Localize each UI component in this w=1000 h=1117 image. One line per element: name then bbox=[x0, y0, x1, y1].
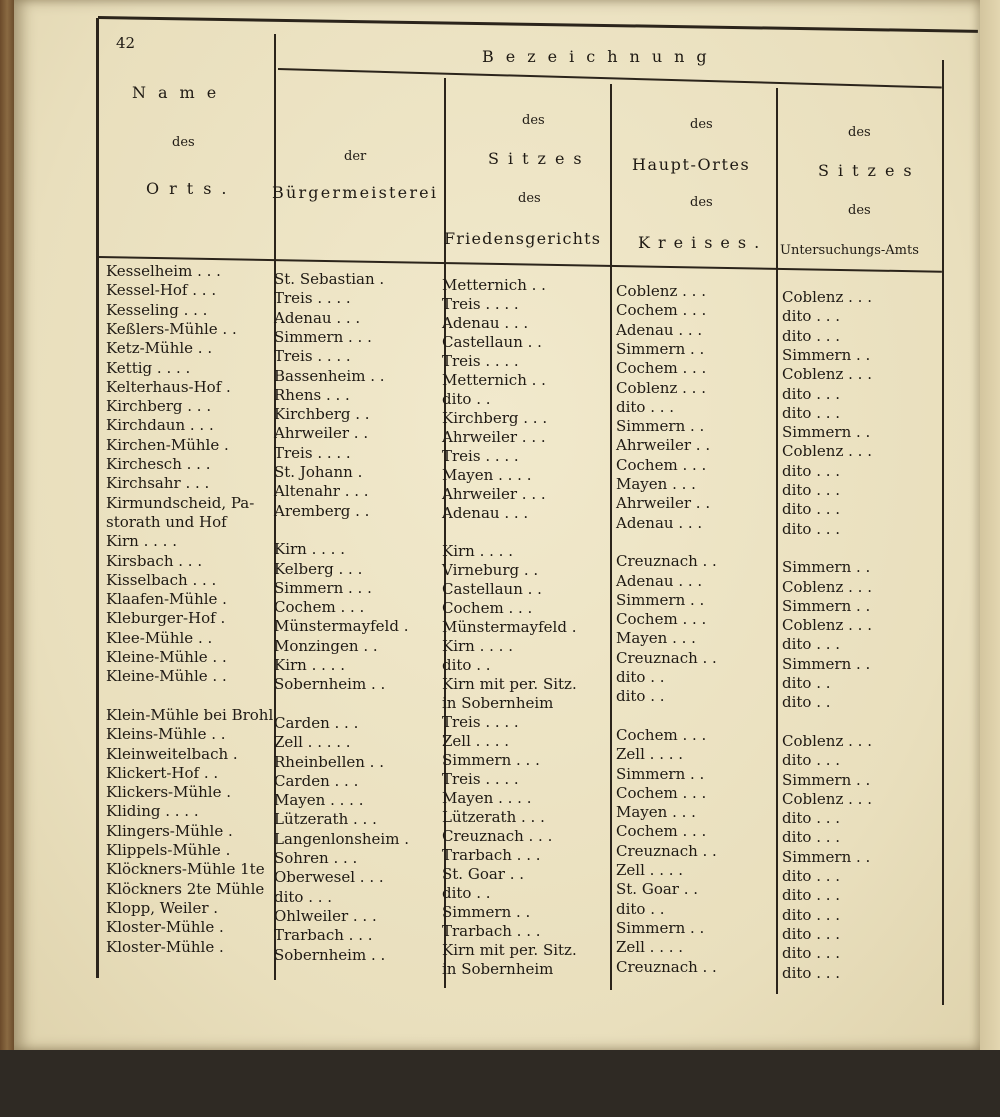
hauptort-row: Mayen . . . bbox=[616, 803, 696, 822]
ortsname-row: Kleine-Mühle . . bbox=[106, 648, 227, 666]
untersuchungsamt-row: dito . . bbox=[782, 674, 831, 692]
untersuchungsamt-header-line1: des bbox=[848, 125, 871, 140]
buergermeisterei-row: Ohlweiler . . . bbox=[274, 906, 377, 925]
hauptort-header-line4: Kreises. bbox=[638, 233, 768, 252]
buergermeisterei-row: dito . . . bbox=[274, 887, 333, 906]
untersuchungsamt-row: Simmern . . bbox=[782, 423, 871, 442]
ortsname-row: Klaafen-Mühle . bbox=[106, 590, 227, 609]
top-rule bbox=[98, 16, 978, 33]
hauptort-row: Zell . . . . bbox=[616, 861, 684, 879]
hauptort-row: Adenau . . . bbox=[616, 571, 703, 590]
friedensgericht-row: Trarbach . . . bbox=[442, 846, 541, 864]
untersuchungsamt-row: dito . . . bbox=[782, 635, 841, 654]
buergermeisterei-row: Monzingen . . bbox=[274, 636, 378, 655]
hauptort-row: Creuznach . . bbox=[616, 648, 717, 667]
untersuchungsamt-row: Simmern . . bbox=[782, 770, 871, 789]
untersuchungsamt-header-line4: Untersuchungs-Amts bbox=[780, 243, 919, 258]
friedensgericht-header-line1: des bbox=[522, 113, 545, 128]
buergermeisterei-row: Zell . . . . . bbox=[274, 733, 351, 752]
friedensgericht-row: Simmern . . bbox=[442, 903, 531, 921]
buergermeisterei-row: Rheinbellen . . bbox=[274, 752, 384, 771]
friedensgericht-header-line4: Friedensgerichts bbox=[444, 229, 602, 248]
hauptort-row: Mayen . . . bbox=[616, 629, 696, 648]
friedensgericht-row: Zell . . . . bbox=[442, 732, 510, 750]
ortsname-row: Kleburger-Hof . bbox=[106, 609, 226, 628]
friedensgericht-row: Mayen . . . . bbox=[442, 466, 532, 484]
col-divider-4 bbox=[776, 88, 778, 994]
untersuchungsamt-row: dito . . . bbox=[782, 944, 841, 963]
buergermeisterei-row: Langenlonsheim . bbox=[274, 829, 409, 848]
friedensgericht-row: dito . . bbox=[442, 390, 491, 408]
ortsname-row: Kirmundscheid, Pa- bbox=[106, 493, 255, 512]
buergermeisterei-row: Altenahr . . . bbox=[274, 482, 369, 501]
untersuchungsamt-row: Simmern . . bbox=[782, 847, 871, 866]
buergermeisterei-row: Sohren . . . bbox=[274, 849, 358, 867]
buergermeisterei-row: Sobernheim . . bbox=[274, 945, 386, 964]
untersuchungsamt-row: dito . . . bbox=[782, 867, 841, 885]
buergermeisterei-row: Treis . . . . bbox=[274, 289, 351, 308]
friedensgericht-row: Treis . . . . bbox=[442, 352, 519, 370]
hauptort-row: Cochem . . . bbox=[616, 783, 707, 802]
ortsname-row: Kesselheim . . . bbox=[106, 262, 221, 280]
untersuchungsamt-row: dito . . . bbox=[782, 963, 841, 982]
hauptort-row: Mayen . . . bbox=[616, 475, 696, 493]
hauptort-row: dito . . bbox=[616, 899, 665, 918]
friedensgericht-row: Creuznach . . . bbox=[442, 827, 553, 845]
ortsname-row: Klee-Mühle . . bbox=[106, 628, 213, 647]
ortsname-row: Kisselbach . . . bbox=[106, 570, 217, 589]
friedensgericht-row: Treis . . . . bbox=[442, 713, 519, 731]
ortsname-row: Keßlers-Mühle . . bbox=[106, 319, 237, 338]
ortsname-row: Klingers-Mühle . bbox=[106, 821, 233, 840]
ortsname-row: Klöckners 2te Mühle bbox=[106, 879, 265, 898]
untersuchungsamt-row: dito . . . bbox=[782, 403, 841, 422]
untersuchungsamt-row: Coblenz . . . bbox=[782, 442, 872, 461]
friedensgericht-row: Virneburg . . bbox=[442, 561, 539, 579]
ortsname-row: Kleine-Mühle . . bbox=[106, 667, 227, 686]
ortsname-row: Klickers-Mühle . bbox=[106, 783, 231, 802]
untersuchungsamt-row: Simmern . . bbox=[782, 596, 871, 615]
buergermeisterei-row: Lützerath . . . bbox=[274, 810, 377, 829]
friedensgericht-header-line3: des bbox=[518, 191, 541, 206]
hauptort-row: Cochem . . . bbox=[616, 301, 707, 320]
untersuchungsamt-row: dito . . . bbox=[782, 886, 841, 905]
buergermeisterei-row: Münstermayfeld . bbox=[274, 617, 409, 636]
right-rule bbox=[942, 60, 944, 1005]
untersuchungsamt-header-line2: Sitzes bbox=[818, 161, 921, 180]
friedensgericht-row: Lützerath . . . bbox=[442, 808, 545, 826]
buergermeisterei-row: Kirn . . . . bbox=[274, 656, 345, 674]
friedensgericht-row: Münstermayfeld . bbox=[442, 618, 577, 636]
hauptort-header-line3: des bbox=[690, 195, 713, 210]
hauptort-row: Coblenz . . . bbox=[616, 282, 706, 300]
friedensgericht-row: Kirchberg . . . bbox=[442, 409, 548, 427]
hauptort-row: Simmern . . bbox=[616, 918, 705, 937]
buergermeisterei-row: Adenau . . . bbox=[274, 308, 361, 327]
hauptort-row: Simmern . . bbox=[616, 339, 705, 358]
untersuchungsamt-row: Coblenz . . . bbox=[782, 288, 872, 306]
friedensgericht-row: in Sobernheim bbox=[442, 694, 554, 712]
untersuchungsamt-row: dito . . . bbox=[782, 500, 841, 519]
buergermeisterei-row: Kirchberg . . bbox=[274, 405, 370, 424]
book-page bbox=[14, 0, 980, 1050]
untersuchungsamt-row: dito . . . bbox=[782, 384, 841, 403]
buergermeisterei-row: St. Sebastian . bbox=[274, 270, 385, 288]
ortsname-row: Kloster-Mühle . bbox=[106, 918, 224, 937]
buergermeisterei-row: Aremberg . . bbox=[274, 501, 370, 520]
buergermeisterei-row: Trarbach . . . bbox=[274, 926, 373, 945]
buergermeisterei-row: Kelberg . . . bbox=[274, 559, 363, 578]
hauptort-row: Cochem . . . bbox=[616, 455, 707, 474]
ortsname-row: Kelterhaus-Hof . bbox=[106, 377, 231, 396]
ortsname-row: Kirchesch . . . bbox=[106, 455, 211, 473]
untersuchungsamt-row: dito . . . bbox=[782, 307, 841, 326]
untersuchungsamt-row: dito . . . bbox=[782, 751, 841, 770]
friedensgericht-row: Cochem . . . bbox=[442, 599, 533, 617]
hauptort-row: Coblenz . . . bbox=[616, 378, 706, 397]
friedensgericht-row: Treis . . . . bbox=[442, 447, 519, 465]
buergermeisterei-row: Mayen . . . . bbox=[274, 791, 364, 810]
ortsname-row: Kirchdaun . . . bbox=[106, 416, 214, 435]
hauptort-row: Creuznach . . bbox=[616, 552, 717, 571]
buergermeisterei-row: Kirn . . . . bbox=[274, 540, 345, 559]
friedensgericht-row: Kirn . . . . bbox=[442, 542, 513, 560]
ortsname-row: Ketz-Mühle . . bbox=[106, 339, 213, 358]
friedensgericht-row: Adenau . . . bbox=[442, 504, 529, 522]
ortsname-row: Kirchen-Mühle . bbox=[106, 435, 229, 454]
untersuchungsamt-row: dito . . . bbox=[782, 461, 841, 480]
hauptort-row: Creuznach . . bbox=[616, 841, 717, 860]
buergermeisterei-row: Carden . . . bbox=[274, 771, 359, 790]
friedensgericht-row: dito . . bbox=[442, 884, 491, 902]
untersuchungsamt-row: Coblenz . . . bbox=[782, 731, 872, 750]
ortsname-row: Kloster-Mühle . bbox=[106, 937, 224, 956]
hauptort-row: Simmern . . bbox=[616, 417, 705, 436]
name-header-line2: des bbox=[172, 135, 195, 150]
hauptort-row: St. Goar . . bbox=[616, 880, 699, 899]
untersuchungsamt-row: dito . . bbox=[782, 693, 831, 712]
untersuchungsamt-row: dito . . . bbox=[782, 828, 841, 847]
friedensgericht-row: Simmern . . . bbox=[442, 751, 540, 769]
hauptort-row: Simmern . . bbox=[616, 590, 705, 609]
hauptort-header-line2: Haupt-Ortes bbox=[632, 155, 751, 174]
untersuchungsamt-row: Simmern . . bbox=[782, 345, 871, 364]
hauptort-row: dito . . bbox=[616, 668, 665, 686]
ortsname-row: Kirsbach . . . bbox=[106, 551, 203, 570]
page-number: 42 bbox=[116, 34, 136, 52]
ortsname-row: Klickert-Hof . . bbox=[106, 763, 219, 782]
buergermeisterei-row: Oberwesel . . . bbox=[274, 868, 384, 887]
buergermeisterei-row: Treis . . . . bbox=[274, 443, 351, 462]
buergermeisterei-row: Simmern . . . bbox=[274, 327, 372, 346]
hauptort-row: Cochem . . . bbox=[616, 725, 707, 744]
friedensgericht-row: Kirn mit per. Sitz. bbox=[442, 941, 577, 959]
hauptort-row: Ahrweiler . . bbox=[616, 436, 711, 455]
untersuchungsamt-row: Simmern . . bbox=[782, 558, 871, 577]
buergermeisterei-row: Simmern . . . bbox=[274, 578, 372, 597]
friedensgericht-row: Kirn mit per. Sitz. bbox=[442, 675, 577, 693]
buergermeisterei-row: Bassenheim . . bbox=[274, 366, 385, 385]
friedensgericht-row: Trarbach . . . bbox=[442, 922, 541, 940]
ortsname-row: Klöckners-Mühle 1te bbox=[106, 860, 265, 879]
scan-background-bottom bbox=[0, 1050, 1000, 1117]
ortsname-row: Klippels-Mühle . bbox=[106, 841, 231, 859]
hauptort-row: Ahrweiler . . bbox=[616, 494, 711, 513]
friedensgericht-row: Ahrweiler . . . bbox=[442, 428, 546, 446]
friedensgericht-row: Treis . . . . bbox=[442, 770, 519, 788]
ortsname-row: Kirchsahr . . . bbox=[106, 474, 210, 493]
friedensgericht-row: Metternich . . bbox=[442, 371, 546, 389]
friedensgericht-row: Treis . . . . bbox=[442, 295, 519, 313]
buergermeisterei-row: Carden . . . bbox=[274, 713, 359, 732]
name-header-line1: Name bbox=[132, 83, 229, 102]
ortsname-row: Kleinweitelbach . bbox=[106, 744, 238, 763]
untersuchungsamt-row: Coblenz . . . bbox=[782, 616, 872, 635]
hauptort-row: Cochem . . . bbox=[616, 610, 707, 629]
buergermeisterei-header-line1: der bbox=[344, 149, 367, 164]
hauptort-row: dito . . bbox=[616, 687, 665, 706]
buergermeisterei-row: Sobernheim . . bbox=[274, 675, 386, 694]
hauptort-header-line1: des bbox=[690, 117, 713, 132]
buergermeisterei-row: Rhens . . . bbox=[274, 385, 350, 404]
hauptort-row: Creuznach . . bbox=[616, 957, 717, 976]
friedensgericht-row: Metternich . . bbox=[442, 276, 546, 294]
friedensgericht-row: Castellaun . . bbox=[442, 580, 542, 598]
hauptort-row: dito . . . bbox=[616, 397, 675, 416]
buergermeisterei-row: St. Johann . bbox=[274, 463, 363, 481]
hauptort-row: Zell . . . . bbox=[616, 938, 684, 957]
ortsname-row: Klopp, Weiler . bbox=[106, 898, 219, 917]
untersuchungsamt-row: dito . . . bbox=[782, 481, 841, 499]
ortsname-row: storath und Hof bbox=[106, 512, 227, 531]
untersuchungsamt-row: Coblenz . . . bbox=[782, 577, 872, 596]
untersuchungsamt-row: Coblenz . . . bbox=[782, 365, 872, 384]
hauptort-row: Cochem . . . bbox=[616, 822, 707, 841]
ortsname-row: Kessel-Hof . . . bbox=[106, 281, 217, 300]
hauptort-row: Adenau . . . bbox=[616, 513, 703, 532]
hauptort-row: Adenau . . . bbox=[616, 320, 703, 339]
ortsname-row: Kettig . . . . bbox=[106, 358, 191, 377]
friedensgericht-row: dito . . bbox=[442, 656, 491, 674]
ortsname-row: Kirn . . . . bbox=[106, 532, 177, 551]
col-divider-3 bbox=[610, 84, 612, 990]
ortsname-row: Kirchberg . . . bbox=[106, 397, 212, 416]
buergermeisterei-row: Ahrweiler . . bbox=[274, 424, 369, 443]
untersuchungsamt-header-line3: des bbox=[848, 203, 871, 218]
untersuchungsamt-row: Coblenz . . . bbox=[782, 789, 872, 808]
friedensgericht-header-line2: Sitzes bbox=[488, 149, 591, 168]
friedensgericht-row: St. Goar . . bbox=[442, 865, 525, 883]
friedensgericht-row: Kirn . . . . bbox=[442, 637, 513, 655]
ortsname-row: Klein-Mühle bei Brohl bbox=[106, 705, 274, 724]
friedensgericht-row: Castellaun . . bbox=[442, 333, 542, 351]
group-header-bezeichnung: Bezeichnung bbox=[482, 47, 719, 66]
untersuchungsamt-row: dito . . . bbox=[782, 519, 841, 538]
name-header-line3: Orts. bbox=[146, 179, 237, 198]
friedensgericht-row: Adenau . . . bbox=[442, 314, 529, 332]
friedensgericht-row: Mayen . . . . bbox=[442, 789, 532, 807]
ortsname-row: Kesseling . . . bbox=[106, 300, 208, 319]
friedensgericht-row: Ahrweiler . . . bbox=[442, 485, 546, 503]
ortsname-row: Kliding . . . . bbox=[106, 802, 199, 821]
friedensgericht-row: in Sobernheim bbox=[442, 960, 554, 978]
untersuchungsamt-row: dito . . . bbox=[782, 905, 841, 924]
hauptort-row: Cochem . . . bbox=[616, 359, 707, 378]
hauptort-row: Simmern . . bbox=[616, 764, 705, 783]
untersuchungsamt-row: dito . . . bbox=[782, 326, 841, 345]
untersuchungsamt-row: Simmern . . bbox=[782, 654, 871, 673]
untersuchungsamt-row: dito . . . bbox=[782, 924, 841, 943]
hauptort-row: Zell . . . . bbox=[616, 745, 684, 764]
untersuchungsamt-row: dito . . . bbox=[782, 809, 841, 828]
buergermeisterei-row: Cochem . . . bbox=[274, 598, 365, 617]
buergermeisterei-header-line2: Bürgermeisterei bbox=[272, 183, 439, 202]
left-rule bbox=[96, 18, 99, 978]
ortsname-row: Kleins-Mühle . . bbox=[106, 725, 226, 744]
buergermeisterei-row: Treis . . . . bbox=[274, 347, 351, 366]
